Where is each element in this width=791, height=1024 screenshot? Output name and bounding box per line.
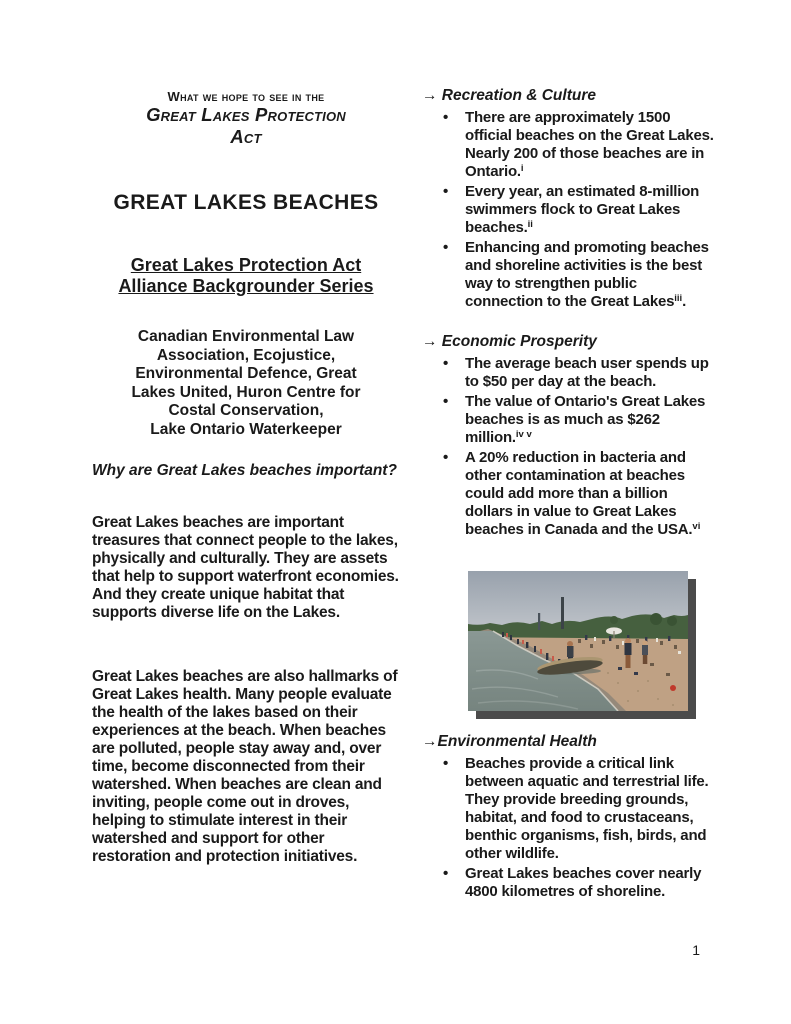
endnote-ref: ii xyxy=(527,219,533,230)
bullet-text: Great Lakes beaches cover nearly 4800 kilometres of shoreline. xyxy=(465,865,702,900)
bullet-icon: • xyxy=(443,109,449,126)
section-heading: → Economic Prosperity xyxy=(422,333,597,350)
bullet-icon: • xyxy=(443,355,449,372)
bullet-icon: • xyxy=(443,865,449,882)
document-title: GREAT LAKES BEACHES xyxy=(113,191,379,214)
why-section-heading: Why are Great Lakes beaches important? xyxy=(92,462,397,479)
bullet-text: A 20% reduction in bacteria and other contamination at beaches could add more than a billion dollars in value to Great Lakes beaches in Canada and the USA.$^{vi}$ xyxy=(465,449,701,538)
section-environmental-health xyxy=(422,732,718,903)
bullet-icon: • xyxy=(443,755,449,772)
page-number: 1 xyxy=(692,942,700,958)
bullet-text: Beaches provide a critical link between aquatic and terrestrial life. They provide breeding grounds, habitat, and food to crustaceans, benthic organisms, fish, birds, and other wildlife. xyxy=(465,755,709,862)
bullet-item xyxy=(422,355,718,393)
organization-line: Association, Ecojustice, xyxy=(156,346,336,364)
bullet-item xyxy=(422,393,718,449)
bullet-item xyxy=(422,865,718,903)
bullet-text: Every year, an estimated 8-million swimmers flock to Great Lakes beaches.$^{ii}$ xyxy=(465,183,700,236)
organization-line: Lake Ontario Waterkeeper xyxy=(150,420,342,438)
bullet-icon: • xyxy=(443,449,449,466)
bullet-list xyxy=(422,109,718,313)
body-paragraph: Great Lakes beaches are also hallmarks of Great Lakes health. Many people evaluate the health of the lakes based on their experiences at the beach. When beaches are polluted, people stay away and, over time, become disconnected from their watershed. When beaches are clean and inviting, people come out in droves, helping to stimulate interest in their watershed and support for other restoration and protection initiatives. xyxy=(92,668,398,865)
section-heading: →Environmental Health xyxy=(422,733,597,750)
bullet-item xyxy=(422,449,718,541)
bullet-icon: • xyxy=(443,393,449,410)
kicker-line: What we hope to see in the xyxy=(167,89,325,104)
bullet-item xyxy=(422,755,718,865)
bullet-icon: • xyxy=(443,239,449,256)
beach-photo-graphic xyxy=(468,571,688,711)
organization-line: Environmental Defence, Great xyxy=(135,365,357,382)
act-title-line2: Act xyxy=(230,126,262,147)
body-paragraph: Great Lakes beaches are important treasures that connect people to the lakes, physically and culturally. They are assets that help to support waterfront economies. And they create unique habitat that supports diverse life on the Lakes. xyxy=(92,514,399,621)
act-title-line1: Great Lakes Protection xyxy=(146,104,346,125)
endnote-ref: vi xyxy=(692,521,701,532)
organization-list xyxy=(92,328,400,439)
bullet-text: Enhancing and promoting beaches and shoreline activities is the best way to strengthen public connection to the Great Lakes$^{iii}$. xyxy=(465,239,709,310)
bullet-text: There are approximately 1500 official beaches on the Great Lakes. Nearly 200 of those beaches are in Ontario.$^i$ xyxy=(465,109,714,180)
beach-photo xyxy=(468,571,688,711)
organization-line: Lakes United, Huron Centre for xyxy=(131,383,361,401)
bullet-icon: • xyxy=(443,183,449,200)
bullet-item xyxy=(422,239,718,313)
organization-line: Canadian Environmental Law xyxy=(137,328,355,345)
organization-line: Costal Conservation, xyxy=(168,402,324,419)
series-title-line1: Great Lakes Protection Act xyxy=(130,255,362,275)
bullet-text: The average beach user spends up to $50 per day at the beach. xyxy=(465,355,709,390)
act-title xyxy=(92,104,400,148)
series-title-line2: Alliance Backgrounder Series xyxy=(118,275,374,296)
endnote-ref: i xyxy=(520,163,524,174)
bullet-text: The value of Ontario's Great Lakes beaches is as much as $262 million.$^{iv v}$ xyxy=(465,393,706,446)
bullet-item xyxy=(422,109,718,183)
endnote-ref: iv v xyxy=(515,429,532,440)
series-title xyxy=(92,255,400,296)
bullet-list xyxy=(422,355,718,541)
section-heading: → Recreation & Culture xyxy=(422,87,596,104)
section-economic-prosperity xyxy=(422,332,718,541)
bullet-item xyxy=(422,183,718,239)
section-recreation-culture xyxy=(422,86,718,313)
bullet-list xyxy=(422,755,718,903)
endnote-ref: iii xyxy=(674,293,683,304)
